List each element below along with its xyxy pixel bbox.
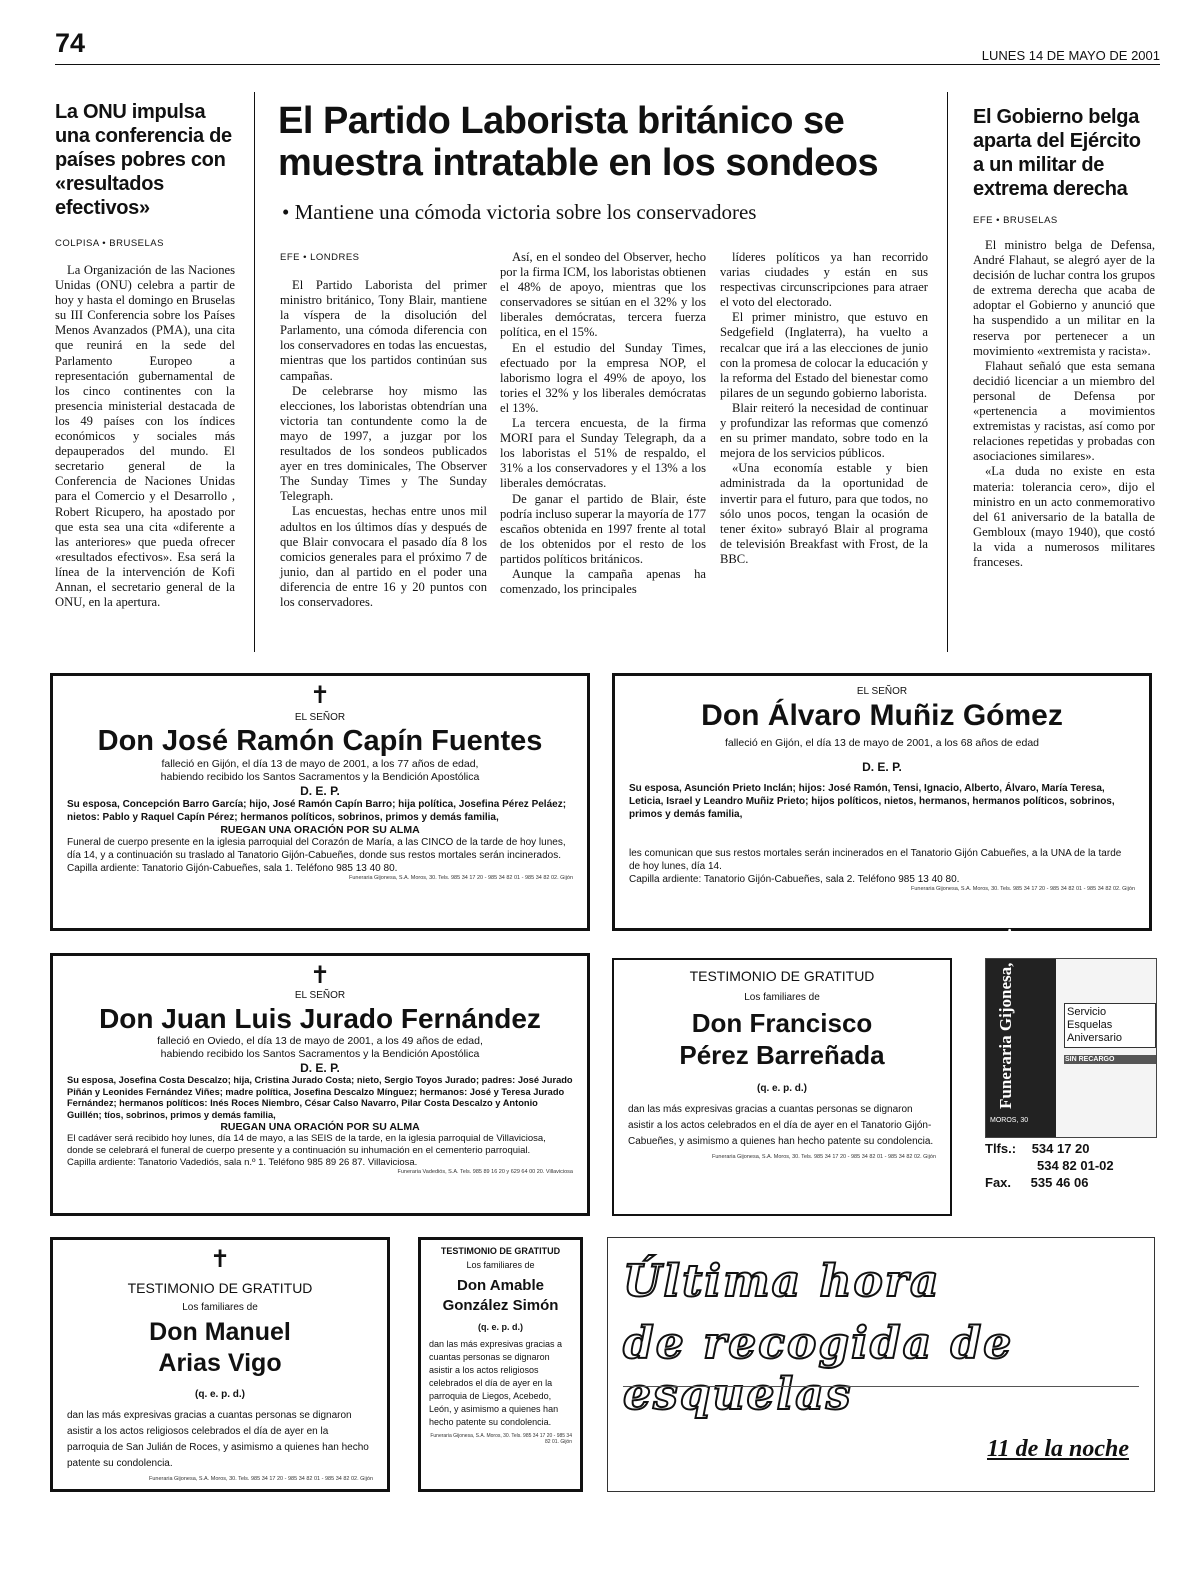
- fax-number: 535 46 06: [1030, 1175, 1089, 1190]
- funeraria-name: Funeraria Gijonesa, S.A.: [996, 928, 1015, 1109]
- column-divider: [254, 92, 255, 652]
- left-article-body: La Organización de las Naciones Unidas (ONU) celebra a partir de hoy y hasta el domingo en Bruselas su III Conferencia sobre los Países Menos Avanzados (PMA), una cita que reunirá en la sede del Parlamento Europeo a representación gubernamental de los cinco continentes con la presencia ministerial destacada de los 49 países con los índices económicos y sociales más depauperados del mundo. El secretario general de la Conferencia de Naciones Unidas para el Comercio y el Desarrollo , Robert Ricupero, ha apostado por que esta sea una cita «diferente a las anteriores» que pueda ofrecer «resultados efectivos». Esa será la línea de la intervención de Kofi Annan, el secretario general de la ONU, en la apertura.: [55, 263, 235, 610]
- gratitude-qepd: (q. e. p. d.): [757, 1083, 807, 1094]
- gratitude-name: Don Francisco Pérez Barreñada: [679, 1008, 885, 1070]
- right-article-headline: El Gobierno belga aparta del Ejército a un militar de extrema derecha: [973, 106, 1141, 200]
- obituary-title: EL SEÑOR: [856, 686, 908, 697]
- obituary-capilla: Capilla ardiente: Tanatorio Gijón-Cabueñes, sala 2. Teléfono 985 13 40 80.: [629, 874, 960, 885]
- gratitude-qepd: (q. e. p. d.): [195, 1389, 245, 1400]
- obituary-ruegan: RUEGAN UNA ORACIÓN POR SU ALMA: [220, 824, 420, 836]
- obituary-info: falleció en Gijón, el día 13 de mayo de 2001, a los 68 años de edad: [724, 737, 1040, 749]
- page-number: 74: [55, 28, 86, 58]
- main-article-headline: El Partido Laborista británico se muestra intratable en los sondeos: [278, 100, 879, 184]
- notice-time: 11 de la noche: [987, 1436, 1129, 1462]
- obituary-name: Don José Ramón Capín Fuentes: [97, 725, 543, 757]
- phone-1: 534 17 20: [1031, 1141, 1090, 1156]
- obituary-imprint: Funeraria Gijonesa, S.A. Moros, 30. Tels. 985 34 17 20 - 985 34 82 01 - 985 34 82 02. Gijón: [348, 875, 573, 881]
- right-article-body: El ministro belga de Defensa, André Flahaut, se alegró ayer de la decisión de luchar contra los grupos de extrema derecha que acaba de adoptar el Gobierno y anunció que ha suspendido a un militar en la reserva por pertenecer a un movimiento «extremista y racista». Flahaut señaló que esta semana decidió licenciar a un miembro del personal de Defensa por «pertenencia a movimientos extremistas y racistas, así como por relaciones repetidas y probadas con asociaciones similares». «La duda no existe en esta materia: tolerancia cero», dijo el ministro en un acto conmemorativo del 61 aniversario de la batalla de Gembloux (mayo 1940), que costó la vida a numerosos militares franceses.: [973, 238, 1155, 569]
- gratitude-gonzalez: [418, 1237, 583, 1492]
- tlfs-label: Tlfs.:: [985, 1141, 1017, 1156]
- right-article: [973, 105, 1155, 570]
- gratitude-intro: Los familiares de: [466, 1260, 535, 1270]
- obituary-family: Su esposa, Asunción Prieto Inclán; hijos: José Ramón, Tensi, Ignacio, Alberto, Álvaro, María Teresa, Leticia, Israel y Leandro Muñiz Prieto; hijos políticos, nietos, hermanos, hermanos políticos, sobrinos, primos y demás familia,: [629, 783, 1115, 820]
- obituary-info: falleció en Gijón, el día 13 de mayo de 2001, a los 77 años de edad, habiendo recibido los Santos Sacramentos y la Bendición Apostólica: [160, 758, 480, 783]
- obituary-imprint: Funeraria Gijonesa, S.A. Moros, 30. Tels. 985 34 17 20 - 985 34 82 01 - 985 34 82 02. Gijón: [910, 886, 1135, 892]
- gratitude-title: TESTIMONIO DE GRATITUD: [127, 1280, 313, 1296]
- funeraria-phones: [985, 1140, 1155, 1191]
- obituary-ruegan: RUEGAN UNA ORACIÓN POR SU ALMA: [220, 1121, 420, 1133]
- funeraria-service: Servicio Esquelas Aniversario: [1064, 1003, 1156, 1048]
- obituary-dep: D. E. P.: [862, 760, 902, 774]
- funeraria-logo-band: [986, 928, 1056, 1137]
- right-article-byline: EFE • BRUSELAS: [973, 215, 1058, 226]
- top-rule: [55, 64, 1160, 65]
- obituary-muniz: [612, 673, 1152, 931]
- obituary-name: Don Juan Luis Jurado Fernández: [99, 1003, 541, 1034]
- left-article: [55, 100, 235, 610]
- main-article-col3: líderes políticos ya han recorrido varias ciudades y están en sus respectivas circunscripciones para atraer el voto del electorado. El primer ministro, que estuvo en Sedgefield (Inglaterra), ha vuelto a recalcar que irá a las elecciones de junio con la promesa de colocar la educación y la reforma del Estado del bienestar como pilares de un segundo gobierno laborista. Blair reiteró la necesidad de continuar y profundizar las reformas que comenzó en su primer mandato, sobre todo en la mejora de los servicios públicos. «Una economía estable y bien administrada da la oportunidad de invertir para el futuro, para que todos, no sólo unos pocos, tengan la ocasión de tener éxito» subrayó Blair al programa de televisión Breakfast with Frost, de la BBC.: [720, 250, 928, 566]
- left-article-byline: COLPISA • BRUSELAS: [55, 238, 164, 249]
- gratitude-intro: Los familiares de: [744, 992, 820, 1003]
- obituary-capilla: Capilla ardiente: Tanatorio Vadediós, sala n.º 1. Teléfono 985 89 26 87. Villaviciosa.: [67, 1157, 418, 1168]
- gratitude-title: TESTIMONIO DE GRATITUD: [689, 968, 875, 984]
- phone-2: 534 82 01-02: [1037, 1158, 1114, 1173]
- cross-icon: ✝: [309, 682, 331, 709]
- obituary-family: Su esposa, Josefina Costa Descalzo; hija, Cristina Jurado Costa; nieto, Sergio Toyos Jurado; padres: José Jurado Piñán y Leonides Fernández Viñes; madre política, Josefina Descalzo Mínguez; hermanos: José y Teresa Jurado Fernández; hermanos políticos: Inés Roces Niembro, César Calso Navarro, Pilar Costa Descalzo y Antonio Guillén; tíos, sobrinos, primos y demás familia,: [67, 1075, 573, 1120]
- fax-label: Fax.: [985, 1175, 1012, 1190]
- gratitude-title: TESTIMONIO DE GRATITUD: [440, 1246, 561, 1256]
- notice-line2: de recogida de esquelas: [623, 1318, 1014, 1420]
- main-article-subhead: • Mantiene una cómoda victoria sobre los conservadores: [282, 200, 757, 224]
- main-article-col1: El Partido Laborista del primer ministro británico, Tony Blair, mantiene la víspera de la disolución del Parlamento, una cómoda diferencia con los conservadores en todas las encuestas, mientras que los partidos continúan sus campañas. De celebrarse hoy mismo las elecciones, los laboristas obtendrían una victoria tan contundente como la de mayo de 1997, a juzgar por los resultados de los sondeos publicados ayer en tres dominicales, The Observer The Sunday Times y The Sunday Telegraph. Las encuestas, hechas entre unos mil adultos en los últimos días y después de que Blair convocara el pasado día 8 los comicios generales para el próximo 7 de junio, dan al partido en el poder una diferencia de entre 16 y 20 puntos con los conservadores.: [280, 278, 487, 609]
- funeraria-address: MOROS, 30: [990, 1117, 1029, 1124]
- obituary-funeral: Funeral de cuerpo presente en la iglesia parroquial del Corazón de María, a las CINCO de la tarde de hoy lunes, día 14, y a continuación su traslado al Tanatorio Gijón-Cabueñes, donde sus restos mortales serán incinerados.: [67, 837, 566, 861]
- obituary-comunican: les comunican que sus restos mortales serán incinerados en el Tanatorio Gijón Cabueñes, a la UNA de la tarde de hoy lunes, día 14.: [629, 848, 1122, 872]
- cross-icon: ✝: [309, 962, 331, 989]
- obituary-family: Su esposa, Concepción Barro García; hijo, José Ramón Capín Barro; hija política, Josefina Pérez Peláez; nietos: Pablo y Raquel Capín Pérez; hermanos políticos, sobrinos, primos y demás familia,: [67, 799, 567, 823]
- left-article-headline: La ONU impulsa una conferencia de países pobres con «resultados efectivos»: [55, 101, 232, 219]
- obituary-dep: D. E. P.: [300, 1061, 340, 1075]
- funeraria-ad: [985, 928, 1157, 1138]
- column-divider: [947, 92, 948, 652]
- obituary-title: EL SEÑOR: [294, 990, 346, 1001]
- gratitude-arias: [50, 1237, 390, 1492]
- gratitude-qepd: (q. e. p. d.): [478, 1322, 523, 1332]
- notice-line1: Última hora: [623, 1256, 941, 1307]
- obituary-info: falleció en Oviedo, el día 13 de mayo de 2001, a los 49 años de edad, habiendo recibido los Santos Sacramentos y la Bendición Apostólica: [157, 1035, 483, 1060]
- funeraria-badge: SIN RECARGO: [1064, 1055, 1156, 1064]
- main-article-byline: EFE • LONDRES: [280, 252, 360, 263]
- gratitude-name: Don Amable González Simón: [442, 1277, 559, 1314]
- obituary-dep: D. E. P.: [300, 784, 340, 798]
- obituary-title: EL SEÑOR: [294, 712, 346, 723]
- obituary-funeral: El cadáver será recibido hoy lunes, día 14 de mayo, a las SEIS de la tarde, en la iglesia parroquial de Villaviciosa, donde se celebrará el funeral de cuerpo presente y a continuación su inhumación en el cementerio parroquial.: [67, 1133, 546, 1156]
- gratitude-intro: Los familiares de: [182, 1302, 258, 1313]
- gratitude-text: dan las más expresivas gracias a cuantas personas se dignaron asistir a los actos religiosos celebrados el día de ayer en la parroquia de Liegos, Acebedo, León, y asimismo a quienes han hecho patente su condolencia.: [429, 1339, 563, 1427]
- obituary-capin: [50, 673, 590, 931]
- main-article-col2: Así, en el sondeo del Observer, hecho por la firma ICM, los laboristas obtienen el 48% de apoyo, mientras que los conservadores se sitúan en el 32% y los liberales demócratas, tercera fuerza política, en el 15%. En el estudio del Sunday Times, efectuado por la empresa NOP, el laborismo logra el 49% de apoyo, los tories el 32% y los liberales demócratas el 13%. La tercera encuesta, de la firma MORI para el Sunday Telegraph, da a los laboristas el 51% de respaldo, el 31% a los conservadores y el 13% a los liberales demócratas. De ganar el partido de Blair, éste podría incluso superar la mayoría de 177 escaños obtenida en 1997 frente al total de los obtenidos por el resto de los partidos políticos británicos. Aunque la campaña apenas ha comenzado, los principales: [500, 250, 706, 597]
- cross-icon: ✝: [209, 1246, 231, 1273]
- gratitude-perez: [612, 958, 952, 1216]
- obituary-imprint: Funeraria Vadediós, S.A. Tels. 985 89 16 20 y 629 64 00 20. Villaviciosa: [397, 1169, 573, 1175]
- gratitude-text: dan las más expresivas gracias a cuantas personas se dignaron asistir a los actos celebrados en el día de ayer en el Tanatorio Gijón-Cabueñes, y asimismo a quienes han hecho patente su condolencia.: [628, 1104, 934, 1147]
- notice-rule: [623, 1386, 1139, 1387]
- page-date: LUNES 14 DE MAYO DE 2001: [981, 48, 1160, 63]
- obituary-capilla: Capilla ardiente: Tanatorio Gijón-Cabueñes, sala 1. Teléfono 985 13 40 80.: [67, 863, 398, 874]
- obituary-name: Don Álvaro Muñiz Gómez: [701, 699, 1063, 732]
- esquelas-deadline-notice: [607, 1237, 1155, 1492]
- gratitude-imprint: Funeraria Gijonesa, S.A. Moros, 30. Tels. 985 34 17 20 - 985 34 82 01 - 985 34 82 02. Gijón: [148, 1476, 373, 1482]
- gratitude-imprint: Funeraria Gijonesa, S.A. Moros, 30. Tels. 985 34 17 20 - 985 34 82 01 - 985 34 82 02. Gijón: [711, 1154, 936, 1160]
- obituary-jurado: [50, 953, 590, 1216]
- gratitude-imprint: Funeraria Gijonesa, S.A. Moros, 30. Tels. 985 34 17 20 - 985 34 82 01. Gijón: [430, 1433, 572, 1445]
- gratitude-name: Don Manuel Arias Vigo: [149, 1318, 291, 1377]
- gratitude-text: dan las más expresivas gracias a cuantas personas se dignaron asistir a los actos religiosos celebrados el día de ayer en la parroquia de San Julián de Roces, y asimismo a quienes han hecho patente su condolencia.: [67, 1410, 369, 1469]
